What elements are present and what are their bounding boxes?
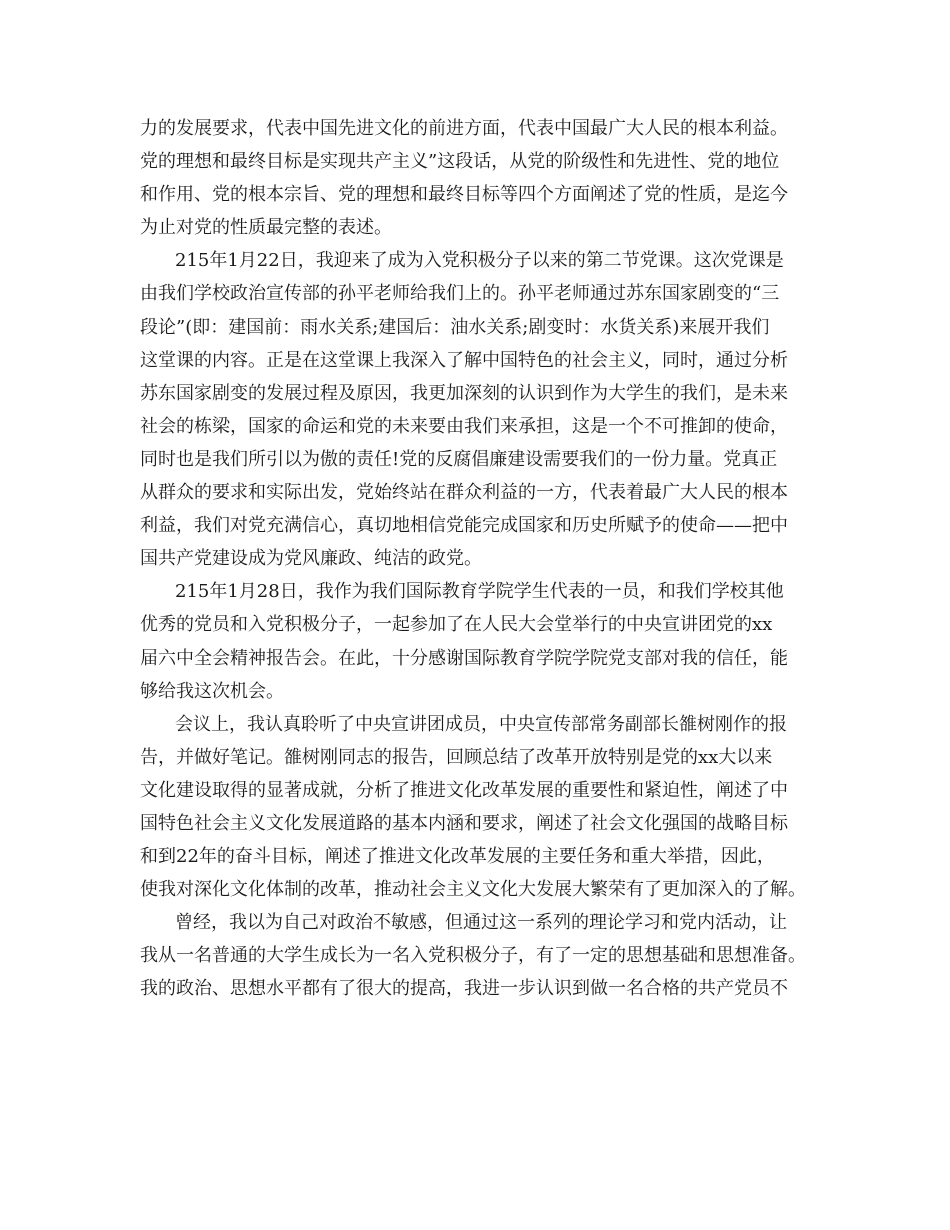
text-line: 国特色社会主义文化发展道路的基本内涵和要求，阐述了社会文化强国的战略目标	[140, 812, 788, 834]
text-line: 会议上，我认真聆听了中央宣讲团成员，中央宣传部常务副部长雒树刚作的报	[175, 713, 787, 735]
text-line: 这堂课的内容。正是在这堂课上我深入了解中国特色的社会主义，同时，通过分析	[140, 349, 788, 371]
text-line: 苏东国家剧变的发展过程及原因，我更加深刻的认识到作为大学生的我们，是未来	[140, 382, 788, 404]
text-line: 我从一名普通的大学生成长为一名入党积极分子，有了一定的思想基础和思想准备。	[140, 945, 806, 967]
text-line: 同时也是我们所引以为傲的责任!党的反腐倡廉建设需要我们的一份力量。党真正	[140, 448, 778, 470]
text-line: 曾经，我以为自己对政治不敏感，但通过这一系列的理论学习和党内活动，让	[175, 912, 787, 934]
text-line: 从群众的要求和实际出发，党始终站在群众利益的一方，代表着最广大人民的根本	[140, 482, 788, 504]
text-line: 利益，我们对党充满信心，真切地相信党能完成国家和历史所赋予的使命——把中	[140, 515, 788, 537]
text-line: 我的政治、思想水平都有了很大的提高，我进一步认识到做一名合格的共产党员不	[140, 978, 788, 1000]
text-line: 党的理想和最终目标是实现共产主义”这段话，从党的阶级性和先进性、党的地位	[140, 151, 780, 173]
text-line: 届六中全会精神报告会。在此，十分感谢国际教育学院学院党支部对我的信任，能	[140, 647, 788, 669]
text-line: 215年1月22日，我迎来了成为入党积极分子以来的第二节党课。这次党课是	[175, 250, 784, 272]
text-line: 段论”(即：建国前：雨水关系;建国后：油水关系;剧变时：水货关系)来展开我们	[140, 316, 770, 338]
text-line: 国共产党建设成为党风廉政、纯洁的政党。	[140, 548, 482, 570]
text-line: 告，并做好笔记。雒树刚同志的报告，回顾总结了改革开放特别是党的xx大以来	[140, 746, 773, 768]
text-line: 和作用、党的根本宗旨、党的理想和最终目标等四个方面阐述了党的性质，是迄今	[140, 184, 788, 206]
text-line: 优秀的党员和入党积极分子，一起参加了在人民大会堂举行的中央宣讲团党的xx	[140, 614, 773, 636]
text-line: 由我们学校政治宣传部的孙平老师给我们上的。孙平老师通过苏东国家剧变的“三	[140, 283, 780, 305]
text-line: 和到22年的奋斗目标，阐述了推进文化改革发展的主要任务和重大举措，因此，	[140, 846, 775, 868]
document-body	[140, 112, 830, 1006]
text-line: 为止对党的性质最完整的表述。	[140, 217, 392, 239]
text-line: 使我对深化文化体制的改革，推动社会主义文化大发展大繁荣有了更加深入的了解。	[140, 879, 806, 901]
text-line: 215年1月28日，我作为我们国际教育学院学生代表的一员，和我们学校其他	[175, 581, 784, 603]
text-line: 够给我这次机会。	[140, 680, 284, 702]
text-line: 社会的栋梁，国家的命运和党的未来要由我们来承担，这是一个不可推卸的使命，	[140, 415, 788, 437]
text-line: 文化建设取得的显著成就，分析了推进文化改革发展的重要性和紧迫性，阐述了中	[140, 779, 788, 801]
text-line: 力的发展要求，代表中国先进文化的前进方面，代表中国最广大人民的根本利益。	[140, 118, 788, 139]
